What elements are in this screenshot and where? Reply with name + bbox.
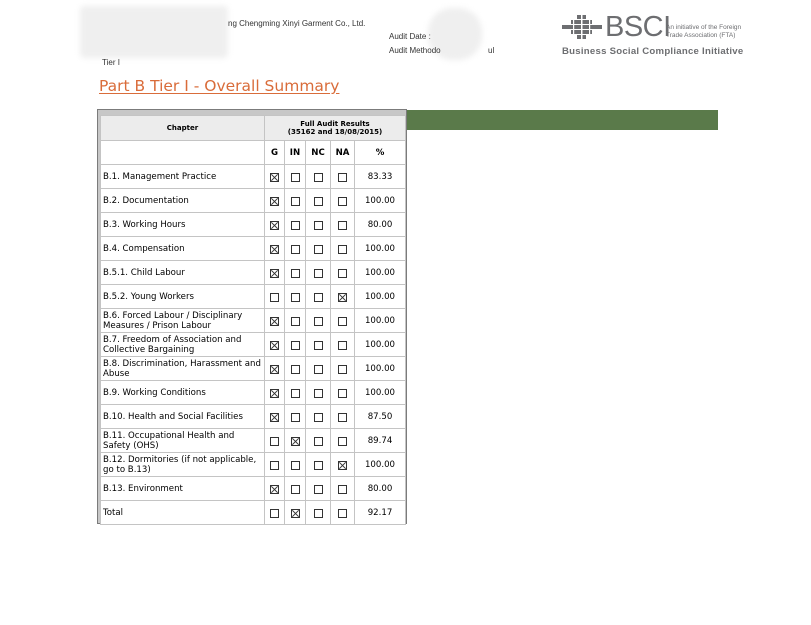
percent-cell: 83.33 (355, 165, 406, 189)
checkbox-cell-in (285, 477, 306, 501)
checkbox-cell-g (265, 237, 285, 261)
checkbox-cell-na (331, 189, 355, 213)
checked-box-icon (270, 245, 279, 254)
percent-cell: 87.50 (355, 405, 406, 429)
subheader-blank (101, 141, 265, 165)
empty-box-icon (314, 389, 323, 398)
checkbox-cell-na (331, 429, 355, 453)
checkbox-cell-g (265, 405, 285, 429)
checkbox-cell-na (331, 357, 355, 381)
empty-box-icon (270, 461, 279, 470)
checkbox-cell-in (285, 381, 306, 405)
checkbox-cell-in (285, 213, 306, 237)
empty-box-icon (291, 173, 300, 182)
checkbox-cell-nc (306, 453, 331, 477)
empty-box-icon (338, 317, 347, 326)
checkbox-cell-in (285, 237, 306, 261)
percent-cell: 100.00 (355, 453, 406, 477)
chapter-cell: B.4. Compensation (101, 237, 265, 261)
bsci-logo (561, 11, 751, 60)
col-chapter: Chapter (101, 116, 265, 141)
empty-box-icon (291, 197, 300, 206)
empty-box-icon (291, 293, 300, 302)
percent-cell: 100.00 (355, 285, 406, 309)
table-row (101, 333, 406, 357)
checkbox-cell-g (265, 285, 285, 309)
checkbox-cell-nc (306, 261, 331, 285)
summary-table (100, 115, 406, 525)
chapter-cell: B.10. Health and Social Facilities (101, 405, 265, 429)
checkbox-cell-in (285, 429, 306, 453)
percent-cell: 92.17 (355, 501, 406, 525)
logo-tagline (666, 24, 751, 40)
empty-box-icon (314, 173, 323, 182)
percent-cell: 100.00 (355, 381, 406, 405)
col-results-line1: Full Audit Results (300, 120, 370, 128)
table-row (101, 285, 406, 309)
empty-box-icon (314, 269, 323, 278)
checked-box-icon (291, 509, 300, 518)
chapter-cell: B.5.1. Child Labour (101, 261, 265, 285)
empty-box-icon (338, 509, 347, 518)
checkbox-cell-na (331, 405, 355, 429)
summary-table-frame (97, 109, 407, 524)
checkbox-cell-na (331, 285, 355, 309)
empty-box-icon (291, 485, 300, 494)
checkbox-cell-in (285, 405, 306, 429)
checked-box-icon (270, 389, 279, 398)
table-row (101, 237, 406, 261)
empty-box-icon (314, 293, 323, 302)
checkbox-cell-na (331, 237, 355, 261)
percent-cell: 80.00 (355, 477, 406, 501)
checked-box-icon (338, 293, 347, 302)
empty-box-icon (291, 413, 300, 422)
checkbox-cell-g (265, 453, 285, 477)
percent-cell: 89.74 (355, 429, 406, 453)
table-row (101, 261, 406, 285)
subheader-nc: NC (306, 141, 331, 165)
checkbox-cell-nc (306, 477, 331, 501)
checkbox-cell-na (331, 261, 355, 285)
checkbox-cell-nc (306, 213, 331, 237)
audit-method-tail: ul (488, 46, 495, 55)
table-row (101, 429, 406, 453)
empty-box-icon (314, 413, 323, 422)
table-row (101, 165, 406, 189)
checkbox-cell-nc (306, 357, 331, 381)
chapter-cell: Total (101, 501, 265, 525)
checkbox-cell-na (331, 501, 355, 525)
checked-box-icon (270, 413, 279, 422)
empty-box-icon (291, 341, 300, 350)
checkbox-cell-na (331, 333, 355, 357)
chapter-cell: B.8. Discrimination, Harassment and Abuse (101, 357, 265, 381)
redacted-area (80, 6, 228, 58)
checkbox-cell-nc (306, 237, 331, 261)
checkbox-cell-g (265, 189, 285, 213)
logo-brand: BSCI (605, 11, 671, 43)
empty-box-icon (314, 197, 323, 206)
checkbox-cell-nc (306, 381, 331, 405)
checkbox-cell-in (285, 309, 306, 333)
checkbox-cell-in (285, 189, 306, 213)
checkbox-cell-na (331, 309, 355, 333)
empty-box-icon (338, 269, 347, 278)
empty-box-icon (270, 437, 279, 446)
col-results (265, 116, 406, 141)
empty-box-icon (314, 245, 323, 254)
checkbox-cell-in (285, 261, 306, 285)
empty-box-icon (314, 221, 323, 230)
percent-cell: 100.00 (355, 261, 406, 285)
table-row (101, 501, 406, 525)
table-row (101, 453, 406, 477)
empty-box-icon (338, 245, 347, 254)
chapter-cell: B.1. Management Practice (101, 165, 265, 189)
chapter-cell: B.7. Freedom of Association and Collective Bargaining (101, 333, 265, 357)
checked-box-icon (270, 317, 279, 326)
empty-box-icon (314, 485, 323, 494)
checkbox-cell-g (265, 261, 285, 285)
empty-box-icon (291, 221, 300, 230)
checked-box-icon (338, 461, 347, 470)
empty-box-icon (314, 437, 323, 446)
checkbox-cell-g (265, 357, 285, 381)
empty-box-icon (338, 221, 347, 230)
table-row (101, 189, 406, 213)
checkbox-cell-nc (306, 165, 331, 189)
empty-box-icon (338, 365, 347, 374)
checkbox-cell-nc (306, 501, 331, 525)
checkbox-cell-nc (306, 285, 331, 309)
percent-cell: 100.00 (355, 333, 406, 357)
percent-cell: 100.00 (355, 357, 406, 381)
chapter-cell: B.11. Occupational Health and Safety (OHS) (101, 429, 265, 453)
empty-box-icon (338, 341, 347, 350)
empty-box-icon (338, 197, 347, 206)
percent-cell: 100.00 (355, 189, 406, 213)
subheader-g: G (265, 141, 285, 165)
checked-box-icon (270, 221, 279, 230)
chapter-cell: B.5.2. Young Workers (101, 285, 265, 309)
logo-tagline-line2: Trade Association (FTA) (666, 32, 736, 39)
table-row (101, 405, 406, 429)
empty-box-icon (291, 461, 300, 470)
checkbox-cell-in (285, 285, 306, 309)
empty-box-icon (338, 437, 347, 446)
empty-box-icon (314, 509, 323, 518)
empty-box-icon (314, 365, 323, 374)
checkbox-cell-nc (306, 309, 331, 333)
checkbox-cell-g (265, 429, 285, 453)
checked-box-icon (270, 269, 279, 278)
company-name: ng Chengming Xinyi Garment Co., Ltd. (228, 19, 366, 28)
checkbox-cell-g (265, 309, 285, 333)
subheader-na: NA (331, 141, 355, 165)
checked-box-icon (270, 365, 279, 374)
empty-box-icon (314, 461, 323, 470)
checked-box-icon (270, 485, 279, 494)
chapter-cell: B.3. Working Hours (101, 213, 265, 237)
empty-box-icon (291, 269, 300, 278)
subheader-percent: % (355, 141, 406, 165)
empty-box-icon (338, 413, 347, 422)
checked-box-icon (291, 437, 300, 446)
checkbox-cell-na (331, 453, 355, 477)
checkbox-cell-in (285, 357, 306, 381)
chapter-cell: B.13. Environment (101, 477, 265, 501)
empty-box-icon (270, 509, 279, 518)
checkbox-cell-g (265, 213, 285, 237)
chapter-cell: B.6. Forced Labour / Disciplinary Measures / Prison Labour (101, 309, 265, 333)
bsci-globe-icon (561, 14, 603, 42)
checkbox-cell-in (285, 501, 306, 525)
table-row (101, 477, 406, 501)
audit-date-label: Audit Date : (389, 32, 431, 41)
checkbox-cell-nc (306, 429, 331, 453)
chapter-cell: B.9. Working Conditions (101, 381, 265, 405)
table-row (101, 309, 406, 333)
subheader-in: IN (285, 141, 306, 165)
checkbox-cell-g (265, 477, 285, 501)
checkbox-cell-g (265, 501, 285, 525)
checkbox-cell-na (331, 213, 355, 237)
empty-box-icon (338, 389, 347, 398)
empty-box-icon (291, 365, 300, 374)
checked-box-icon (270, 341, 279, 350)
checked-box-icon (270, 197, 279, 206)
empty-box-icon (338, 485, 347, 494)
logo-subtitle: Business Social Compliance Initiative (562, 46, 744, 57)
checkbox-cell-in (285, 453, 306, 477)
empty-box-icon (291, 245, 300, 254)
empty-box-icon (338, 173, 347, 182)
checkbox-cell-na (331, 477, 355, 501)
checked-box-icon (270, 173, 279, 182)
checkbox-cell-in (285, 333, 306, 357)
checkbox-cell-in (285, 165, 306, 189)
checkbox-cell-nc (306, 189, 331, 213)
checkbox-cell-na (331, 165, 355, 189)
percent-cell: 100.00 (355, 309, 406, 333)
percent-cell: 100.00 (355, 237, 406, 261)
section-title: Part B Tier I - Overall Summary (99, 77, 340, 95)
empty-box-icon (270, 293, 279, 302)
table-row (101, 381, 406, 405)
audit-method-label: Audit Methodo (389, 46, 441, 55)
checkbox-cell-nc (306, 405, 331, 429)
checkbox-cell-g (265, 381, 285, 405)
col-results-line2: (35162 and 18/08/2015) (287, 128, 383, 136)
percent-cell: 80.00 (355, 213, 406, 237)
chapter-cell: B.2. Documentation (101, 189, 265, 213)
checkbox-cell-nc (306, 333, 331, 357)
empty-box-icon (314, 317, 323, 326)
tier-label: Tier I (102, 58, 120, 67)
chapter-cell: B.12. Dormitories (if not applicable, go to B.13) (101, 453, 265, 477)
empty-box-icon (291, 389, 300, 398)
checkbox-cell-g (265, 333, 285, 357)
table-row (101, 213, 406, 237)
checkbox-cell-na (331, 381, 355, 405)
empty-box-icon (314, 341, 323, 350)
logo-tagline-line1: An initiative of the Foreign (666, 24, 742, 31)
checkbox-cell-g (265, 165, 285, 189)
table-row (101, 357, 406, 381)
empty-box-icon (291, 317, 300, 326)
